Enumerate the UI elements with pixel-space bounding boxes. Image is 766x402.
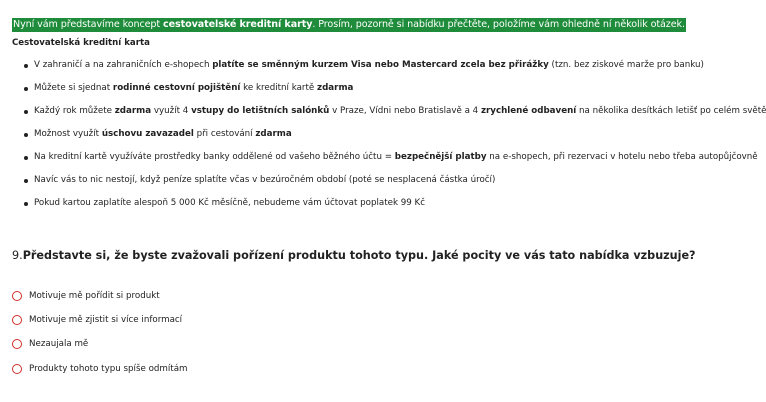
answer-option[interactable] — [12, 337, 187, 361]
feature-text: Každý rok můžete — [34, 106, 115, 116]
feature-text-bold: platíte se směnným kurzem Visa nebo Mastercard zcela bez přirážky — [212, 60, 549, 70]
intro-text-start: Nyní vám představíme koncept — [13, 19, 164, 30]
bullet-dot-icon — [24, 110, 28, 114]
answer-option-label[interactable]: Motivuje mě pořídit si produkt — [29, 291, 160, 301]
feature-text-bold: vstupy do letištních salónků — [191, 106, 330, 116]
answer-option[interactable] — [12, 313, 187, 337]
answer-option-label[interactable]: Nezaujala mě — [29, 339, 89, 350]
radio-button[interactable] — [12, 291, 22, 301]
feature-text: při cestování — [193, 129, 256, 139]
feature-text-bold: zdarma — [114, 106, 152, 116]
card-title: Cestovatelská kreditní karta — [12, 38, 150, 48]
question-number: 9. — [12, 249, 23, 262]
feature-text: na e-shopech, při rezervaci v hotelu nebo třeba autopůjčovně — [486, 152, 758, 162]
feature-text: Navíc vás to nic nestojí, když peníze splatíte včas v bezúročném období (poté se nesplacená částka úročí) — [34, 175, 496, 185]
answer-option-label[interactable]: Produkty tohoto typu spíše odmítám — [29, 363, 188, 374]
feature-list — [24, 57, 766, 218]
feature-item — [24, 126, 724, 149]
feature-text: v Praze, Vídni nebo Bratislavě a 4 — [329, 106, 481, 116]
feature-item — [24, 57, 724, 80]
radio-button[interactable] — [12, 339, 22, 349]
answer-option[interactable] — [12, 289, 187, 313]
radio-button[interactable] — [12, 364, 22, 374]
feature-item — [24, 195, 724, 218]
feature-text-bold: zdarma — [317, 83, 354, 93]
answer-option[interactable] — [12, 362, 187, 386]
answer-options — [12, 289, 187, 386]
bullet-dot-icon — [24, 64, 28, 68]
feature-text: V zahraničí a na zahraničních e-shopech — [34, 60, 213, 70]
feature-text-bold: zrychlené odbavení — [480, 106, 577, 116]
feature-text: využít 4 — [151, 106, 192, 116]
bullet-dot-icon — [24, 202, 28, 206]
feature-text-bold: úschovu zavazadel — [101, 129, 194, 139]
feature-item — [24, 172, 724, 195]
answer-option-label[interactable]: Motivuje mě zjistit si více informací — [29, 315, 183, 326]
feature-item — [24, 103, 766, 126]
bullet-dot-icon — [24, 87, 28, 91]
feature-text: Na kreditní kartě využíváte prostředky banky oddělené od vašeho běžného účtu = — [34, 152, 395, 162]
intro-highlight — [12, 18, 686, 32]
feature-item — [24, 80, 724, 103]
bullet-dot-icon — [24, 179, 28, 183]
question-text: Představte si, že byste zvažovali pořízení produktu tohoto typu. Jaké pocity ve vás tato nabídka vzbuzuje? — [22, 249, 696, 262]
feature-text: Možnost využít — [34, 129, 102, 139]
feature-text: ke kreditní kartě — [240, 83, 318, 93]
bullet-dot-icon — [24, 156, 28, 160]
intro-text-emphasis: cestovatelské kreditní karty — [163, 19, 313, 30]
intro-text-end: . Prosím, pozorně si nabídku přečtěte, položíme vám ohledně ní několik otázek. — [312, 19, 685, 30]
feature-text-bold: bezpečnější platby — [394, 152, 487, 162]
feature-text-bold: zdarma — [255, 129, 292, 139]
feature-text-bold: rodinné cestovní pojištění — [112, 83, 241, 93]
feature-text: na několika desítkách letišť po celém světě — [576, 106, 766, 116]
bullet-dot-icon — [24, 133, 28, 137]
intro-block — [12, 12, 686, 32]
radio-button[interactable] — [12, 315, 22, 325]
feature-text: (tzn. bez ziskové marže pro banku) — [548, 60, 704, 70]
question-heading — [12, 249, 696, 262]
feature-text: Pokud kartou zaplatíte alespoň 5 000 Kč měsíčně, nebudeme vám účtovat poplatek 99 Kč — [34, 198, 426, 208]
feature-text: Můžete si sjednat — [34, 83, 113, 93]
feature-item — [24, 149, 758, 172]
